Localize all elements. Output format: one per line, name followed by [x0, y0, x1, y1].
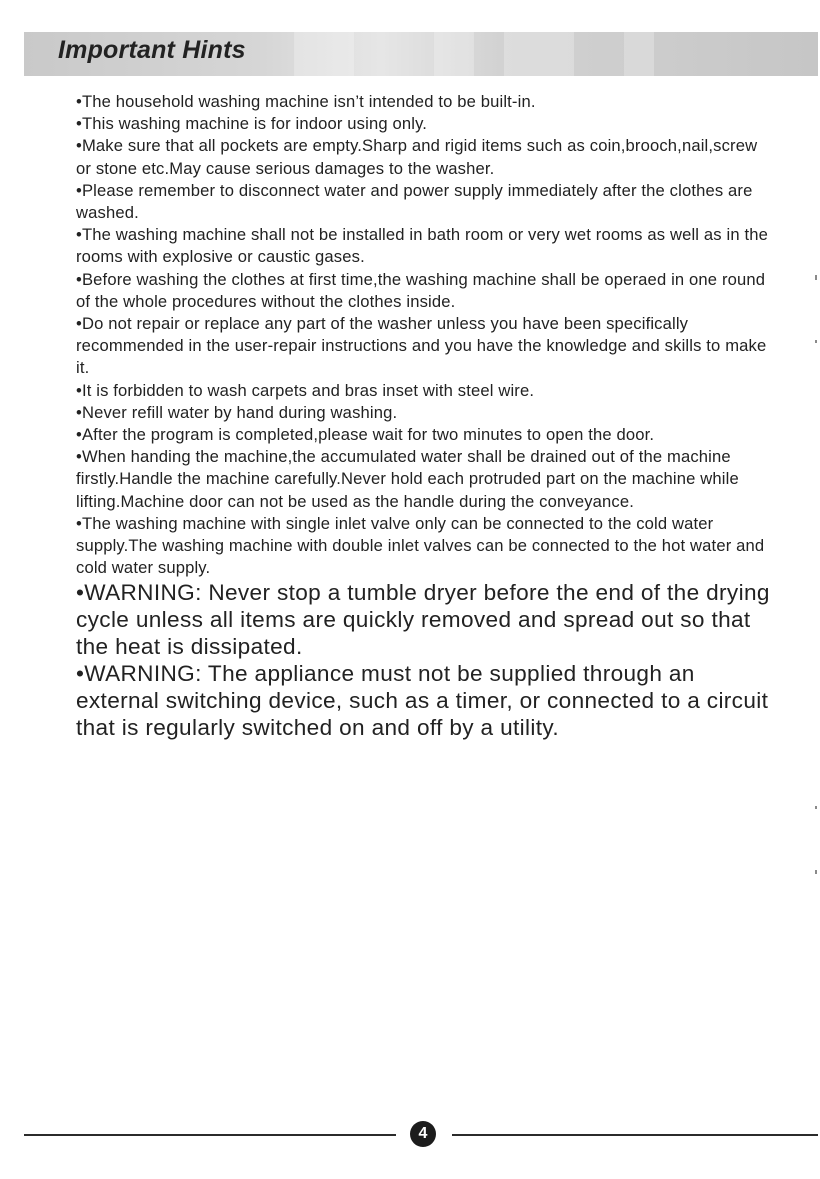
hint-item: •Make sure that all pockets are empty.Sharp and rigid items such as coin,brooch,nail,screw or stone etc.May cause serious damages to the washer. — [76, 136, 758, 178]
header-stripe — [624, 32, 654, 76]
header-stripe — [294, 32, 354, 76]
hint-item: •Please remember to disconnect water and power supply immediately after the clothes are washed. — [76, 180, 753, 223]
margin-mark — [815, 340, 817, 343]
hint-item: •This washing machine is for indoor using only. — [76, 114, 428, 134]
hint-item: •After the program is completed,please wait for two minutes to open the door. — [76, 425, 655, 445]
hint-item: •Before washing the clothes at first time,the washing machine shall be operaed in one round of the whole procedures without the clothes inside. — [76, 269, 766, 311]
footer-rule-left — [24, 1134, 396, 1136]
hints-list — [76, 91, 776, 741]
hint-item: •The washing machine with single inlet valve only can be connected to the cold water supply.The washing machine with double inlet valves can be connected to the hot water and cold water supply. — [76, 513, 765, 578]
header-stripe — [504, 32, 574, 76]
warning-item: •WARNING: The appliance must not be supplied through an external switching device, such as a timer, or connected to a circuit that is regularly switched on and off by a utility. — [76, 661, 769, 741]
footer-rule-right — [452, 1134, 818, 1136]
page-number-badge: 4 — [410, 1121, 436, 1147]
hint-item: •Never refill water by hand during washing. — [76, 402, 398, 422]
page-title: Important Hints — [58, 36, 246, 64]
margin-mark — [815, 275, 817, 280]
hint-item: •The household washing machine isn’t intended to be built-in. — [76, 92, 536, 111]
hint-item: •Do not repair or replace any part of the washer unless you have been specifically recommended in the user-repair instructions and you have the knowledge and skills to make it. — [76, 314, 767, 378]
hint-item: •The washing machine shall not be installed in bath room or very wet rooms as well as in the rooms with explosive or caustic gases. — [76, 225, 768, 267]
warning-item: •WARNING: Never stop a tumble dryer before the end of the drying cycle unless all items are quickly removed and spread out so that the heat is dissipated. — [76, 580, 770, 660]
margin-mark — [815, 870, 817, 874]
hint-item: •It is forbidden to wash carpets and bras inset with steel wire. — [76, 380, 535, 400]
margin-mark — [815, 806, 817, 809]
header-stripe — [434, 32, 474, 76]
hint-item: •When handing the machine,the accumulated water shall be drained out of the machine firstly.Handle the machine carefully.Never hold each protruded part on the machine while lifting.Machine door can not be used as the handle during the conveyance. — [76, 447, 739, 511]
